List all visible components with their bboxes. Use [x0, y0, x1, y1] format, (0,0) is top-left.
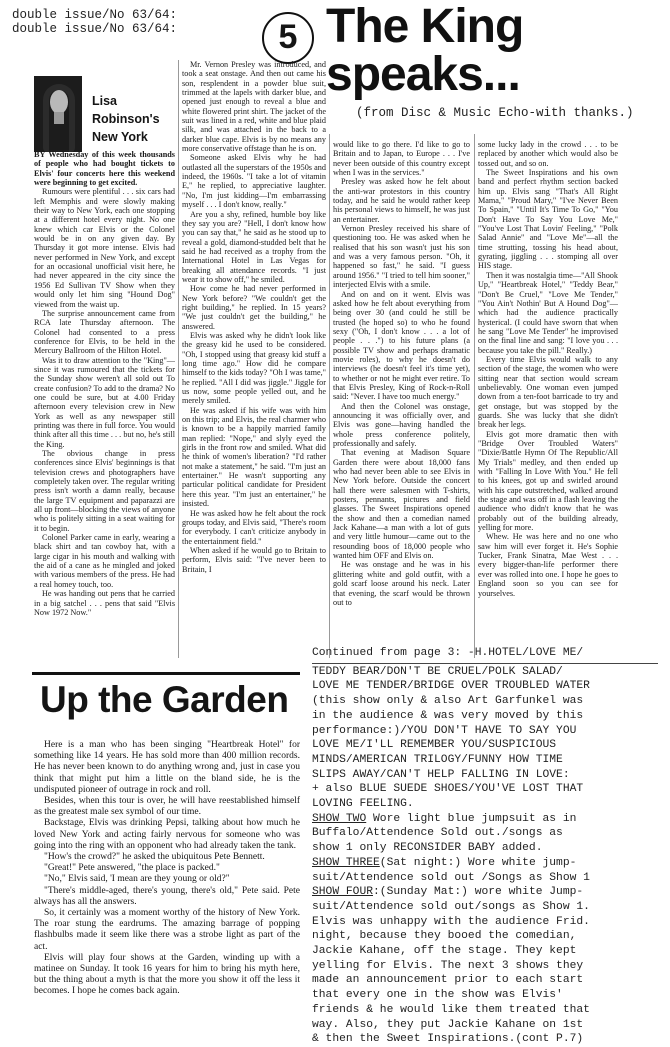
typed-line: performance:)/YOU DON'T HAVE TO SAY YOU [312, 724, 577, 737]
typed-setlist [312, 646, 658, 1046]
typed-line: (this show only & also Art Garfunkel was [312, 695, 584, 708]
article-paragraph: BY Wednesday of this week thousands of people who had bought tickets to Elvis' four concerts here this weekend were beginning to get excited. [34, 150, 175, 188]
article-paragraph: The obvious change in press conferences since Elvis' beginnings is that television crews and photographers have completely taken over. The regular writing press isn't worth a damn really, because the large TV equipment and paparazzi are all up front—blocking the views of anyone who is politely sitting in a seat waiting for it to begin. [34, 449, 175, 533]
typed-line: that every one in the show was Elvis' [312, 989, 563, 1002]
article-paragraph: Elvis was asked why he didn't look like the greasy kid he used to be considered. "Oh, I stopped using that greasy kid stuff a long time ago." How did he compare himself to the kids today? "Oh I was tame," he replied. "All I did was jiggle." Jiggle for us now, some people yelled out, and he merely smiled. [182, 330, 326, 406]
garden-paragraph: "There's middle-aged, there's young, there's old," Pete said. Pete always has all the answers. [34, 885, 300, 907]
typed-line: Buffalo/Attendence Sold out./songs as [312, 827, 563, 840]
article-column-3 [333, 140, 470, 658]
garden-paragraph: Here is a man who has been singing "Heartbreak Hotel" for something like 14 years. He has sold more than 400 million records. He has never been known to do anything wrong and, just in case you think that might put him a little on the bland side, he is the undisputed pioneer of outrage in rock and roll. [34, 740, 300, 795]
article-paragraph: Are you a shy, refined, humble boy like they say you are? "Hell, I don't know how you can say that," he said as he stood up to reveal a gold, diamond-studded belt that he said he had received as a trophy from the International Hotel in Las Vegas for breaking all attendance records. "I just wear it to show off," he smiled. [182, 209, 326, 284]
garden-paragraph: So, it certainly was a moment worthy of the history of New York. The roar stung the eardrums. The amazing barrage of popping flashbulbs made it seem like there was a strobe light as part of the act. [34, 908, 300, 952]
article-paragraph: Elvis got more dramatic then with "Bridge Over Troubled Waters" "Dixie/Battle Hymn Of The Republic/All My Trials" medley, and then ended up with "Falling In Love With You." He fell to his knees, got up and swirled around with his cape outstretched, walked around the stage and was off in a flash leaving the audience who didn't know that he was probably out of the building already, yelling for more. [478, 429, 618, 533]
show-three-line [312, 856, 658, 871]
article-paragraph: Presley was asked how he felt about the anti-war protestors in this country today, and he said he would rather keep his personal views to himself, he was just an entertainer. [333, 177, 470, 224]
typed-line: suit/Attendence sold out /Songs as Show 1 [312, 871, 590, 884]
article-paragraph: Mr. Vernon Presley was introduced, and took a seat onstage. And then out came his son, resplendent in a powder blue suit, trimmed at the lapels with darker blue, and opened just enough to reveal a blue and white flowered print shirt. The jacket of the suit was lined in a red, white and blue plaid silk, and was attached in the back to a darker blue cape. Elvis is by no means any more conservative offstage than he is on. [182, 60, 326, 154]
headline [326, 0, 524, 101]
typed-line: TEDDY BEAR/DON'T BE CRUEL/POLK SALAD/ [312, 665, 563, 678]
typed-line: LOVING FEELING. [312, 798, 414, 811]
article-column-2 [182, 60, 326, 658]
issue-line: double issue/No 63/64: [12, 22, 178, 36]
page-number-badge: 5 [262, 12, 314, 64]
article-paragraph: Whew. He was here and no one who saw him will ever forget it. He's Sophie Tucker, Frank Sinatra, Mae West . . . every bigger-than-life performer there ever was rolled into one. I hope he goes to England soon so you can see for yourselves. [478, 532, 618, 598]
byline [92, 92, 160, 146]
article-paragraph: When asked if he would go to Britain to perform, Elvis said: "I've never been to Britain, I [182, 545, 326, 574]
article-paragraph: He was onstage and he was in his glittering white and gold outfit, with a gold scarf loose around his neck. Later that evening, the scarf would be thrown out to [333, 560, 470, 607]
column-rule [329, 134, 330, 658]
typed-line: yelling for Elvis. The next 3 shows they [312, 959, 584, 972]
article-paragraph: That evening at Madison Square Garden there were about 18,000 fans who had never been able to see Elvis in New York before. Outside the concert hall there were salesmen with T-shirts, posters, pennants, pictures and field glasses. The Sweet Inspirations opened the show and then a comedian named Jack Kahane—a man with a lot of guts and very little humour—came out to the resounding boos of 18,000 people who wanted him OFF and Elvis on. [333, 448, 470, 561]
article-paragraph: Colonel Parker came in early, wearing a black shirt and tan cowboy hat, with a large cigar in his mouth and walking with the aid of a cane as he mingled and joked with various members of the press. He had a real homey touch, too. [34, 533, 175, 589]
article-paragraph: Rumours were plentiful . . . six cars had left Memphis and were slowly making their way to New York, each one stopping at a different hotel every night. No one knew which car Elvis or the Colonel would be in on any given day. By Thursday it got more intense. Elvis had never performed in New York, and except for an occasional unofficial visit here, he had never appeared in the city since the 1956 Ed Sullivan TV Show when they would only let him sing "Hound Dog" viewed from the waist up. [34, 187, 175, 309]
article-paragraph: Every time Elvis would walk to any section of the stage, the women who were sitting near that section would scream unbelievably. One woman even jumped down from a ten-foot barricade to try and get onstage, but was stopped by the guards. She was lucky that she didn't break her legs. [478, 354, 618, 430]
article-paragraph: Vernon Presley received his share of questioning too. He was asked when he realised that his son wasn't just his son and was a very famous person. "Oh, it happened so fast," he said. "I guess around 1956." "I tried to tell him sooner," interjected Elvis with a smile. [333, 224, 470, 290]
typed-line: + also BLUE SUEDE SHOES/YOU'VE LOST THAT [312, 783, 584, 796]
column-rule [474, 134, 475, 658]
headline-line: The King [326, 0, 524, 53]
show-three-label: SHOW THREE [312, 856, 380, 869]
garden-paragraph: "Great!" Pete answered, "the place is packed." [44, 863, 220, 874]
byline-city: New York [92, 130, 148, 144]
issue-line: double issue/No 63/64: [12, 8, 178, 22]
garden-article [34, 740, 300, 997]
garden-paragraph: Elvis will play four shows at the Garden, winding up with a matinee on Sunday. It took 16 years for him to bring his myth here, but the thing about a myth is that the more you show it off the less it becomes. I hope he comes back again. [34, 952, 300, 997]
typed-line: way. Also, they put Jackie Kahane on 1st [312, 1018, 584, 1031]
show-four-label: SHOW FOUR [312, 886, 374, 899]
typed-line: in the audience & was very moved by this [312, 709, 584, 722]
headline-line: speaks... [326, 48, 520, 101]
column-rule [178, 60, 179, 658]
typed-line: night, because they booed the comedian, [312, 930, 577, 943]
typed-line: made an announcement prior to each start [312, 974, 584, 987]
source-credit: (from Disc & Music Echo-with thanks.) [356, 106, 634, 120]
typed-line: LOVE ME TENDER/BRIDGE OVER TROUBLED WATER [312, 680, 590, 693]
typed-line: Continued from page 3: -H.HOTEL/LOVE ME/ [312, 647, 584, 659]
article-paragraph: Then it was nostalgia time—"All Shook Up," "Heartbreak Hotel," "Teddy Bear," "Don't Be Cruel," "Love Me Tender," "You Ain't Nothin' But A Hound Dog"—which had the audience practically hysterical. (I could have sworn that when he sang "Love Me Tender" he improvised on the final line and sang: "I love you . . . because you take the pill." Really.) [478, 270, 618, 355]
article-paragraph: some lucky lady in the crowd . . . to be replaced by another which would also be tossed out, and so on. [478, 140, 618, 168]
typed-line: friends & he would like them treated that [312, 1003, 590, 1016]
garden-paragraph: "No," Elvis said, 'I mean are they young or old?" [44, 874, 230, 885]
typed-line: Jackie Kahane, off the stage. They kept [312, 945, 577, 958]
article-paragraph: And then the Colonel was onstage, announcing it was officially over, and Elvis was gone—having handled the whole press conference politely, professionally and safely. [333, 401, 470, 448]
photo-face [50, 90, 68, 114]
show-two-line [312, 812, 658, 827]
byline-name: Robinson's [92, 112, 160, 126]
article-paragraph: would like to go there. I'd like to go to Britain and to Japan, to Europe . . . I've never been outside of this country except when I was in the services." [333, 140, 470, 178]
typed-line: & then the Sweet Inspirations.(cont P.7) [312, 1033, 584, 1046]
show-two-text: Wore light blue jumpsuit as in [366, 812, 577, 825]
article-paragraph: The surprise announcement came from RCA late Thursday afternoon. The Colonel had consented to a press conference for Elvis, to be held in the Mercury Ballroom of the Hilton Hotel. [34, 308, 175, 356]
article-paragraph: And on and on it went. Elvis was asked how he felt about everything from being over 30 (and could he still be trusted (he hoped so) to who he found sexy ("Oh, I don't know . . . a lot of people . . .") to his future plans (a possible TV show and perhaps dramatic movie roles), to why he doesn't do interviews (he doesn't feel it's time yet), to whether or not he might ever retire. To that Elvis Presley, King of Rock-n-Roll said: "Never. I have too much energy." [333, 289, 470, 402]
issue-label [12, 8, 177, 36]
photo-neck [54, 112, 64, 124]
typed-underline [312, 662, 658, 664]
typed-line: show 1 only RECONSIDER BABY added. [312, 842, 543, 855]
garden-paragraph: Besides, when this tour is over, he will have reestablished himself as the greatest male sex symbol of our time. [34, 796, 300, 818]
article-column-1 [34, 150, 175, 658]
show-two-label: SHOW TWO [312, 812, 367, 825]
show-four-line [312, 885, 658, 900]
article-paragraph: How come he had never performed in New York before? "We couldn't get the right building," he replied. In 15 years? "We just couldn't get the building," he answered. [182, 284, 326, 331]
article-paragraph: Someone asked Elvis why he had outlasted all the superstars of the 1950s and indeed, the 1960s. "I take a lot of vitamin E," he replied, to appreciative laughter. "No, I'm just kidding—I'm embarrassing myself . . . I don't know, really." [182, 153, 326, 210]
article-column-4 [478, 140, 618, 658]
section-title: Up the Garden [40, 679, 289, 720]
garden-paragraph: "How's the crowd?" he asked the ubiquitous Pete Bennett. [44, 852, 265, 863]
byline-name: Lisa [92, 94, 118, 108]
typed-line: SLIPS AWAY/CAN'T HELP FALLING IN LOVE: [312, 768, 570, 781]
article-paragraph: He was handing out pens that he carried in a big satchel . . . pens that said "Elvis Now 1972 Now." [34, 589, 175, 617]
show-four-text: :(Sunday Mat:) wore white Jump- [373, 886, 584, 899]
author-photo [34, 76, 82, 152]
article-paragraph: He was asked if his wife was with him on this trip; and Elvis, the real charmer who is known to be a happily married family man replied: "Nope," and slyly eyed the girls in the front row and smiled. What did he think of women's liberation? "I'd rather not make a statement," he said. "I'm just an entertainer." He wasn't supporting any particular political candidate for President here this year. "I'm just an entertainer," he insisted. [182, 405, 326, 509]
typed-line: suit/Attendence sold out/songs as Show 1. [312, 900, 590, 913]
garden-paragraph: Backstage, Elvis was drinking Pepsi, talking about how much he loved New York and acting fairly nervous for someone who was going into the ring with an opponent who had already taken the tank. [34, 818, 300, 851]
article-paragraph: He was asked how he felt about the rock groups today, and Elvis said, "There's room for everybody. I can't criticize anybody in the entertainment field." [182, 508, 326, 546]
article-paragraph: Was it to draw attention to the "King"—since it was rumoured that the tickets for the Sunday show weren't all sold out To create confusion? To add to the drama? No one could be sure, but at 4.00 Friday afternoon every television crew in New York as well as any newspaper still printing was there in full force. You would think after all this time . . . but no, he's still the King. [34, 355, 175, 449]
typed-line: Elvis was unhappy with the audience Frid. [312, 915, 590, 928]
typed-line: MINDS/AMERICAN TRILOGY/FUNNY HOW TIME [312, 753, 563, 766]
show-three-text: (Sat night:) Wore white jump- [379, 856, 577, 869]
article-paragraph: The Sweet Inspirations and his own band and perfect rhythm section backed him up. Elvis sang "That's All Right Mama," "Proud Mary," "I've Never Been To Spain," "Until It's Time To Go," "You Don't Have To Say You Love Me," "You've Lost That Lovin' Feeling," "Polk Salad Annie" and "Love Me"—all the time strutting, tossing his head about, gyrating, jiggling . . . stomping all over HIS stage. [478, 168, 618, 271]
typed-line: LOVE ME/I'LL REMEMBER YOU/SUSPICIOUS [312, 739, 557, 752]
